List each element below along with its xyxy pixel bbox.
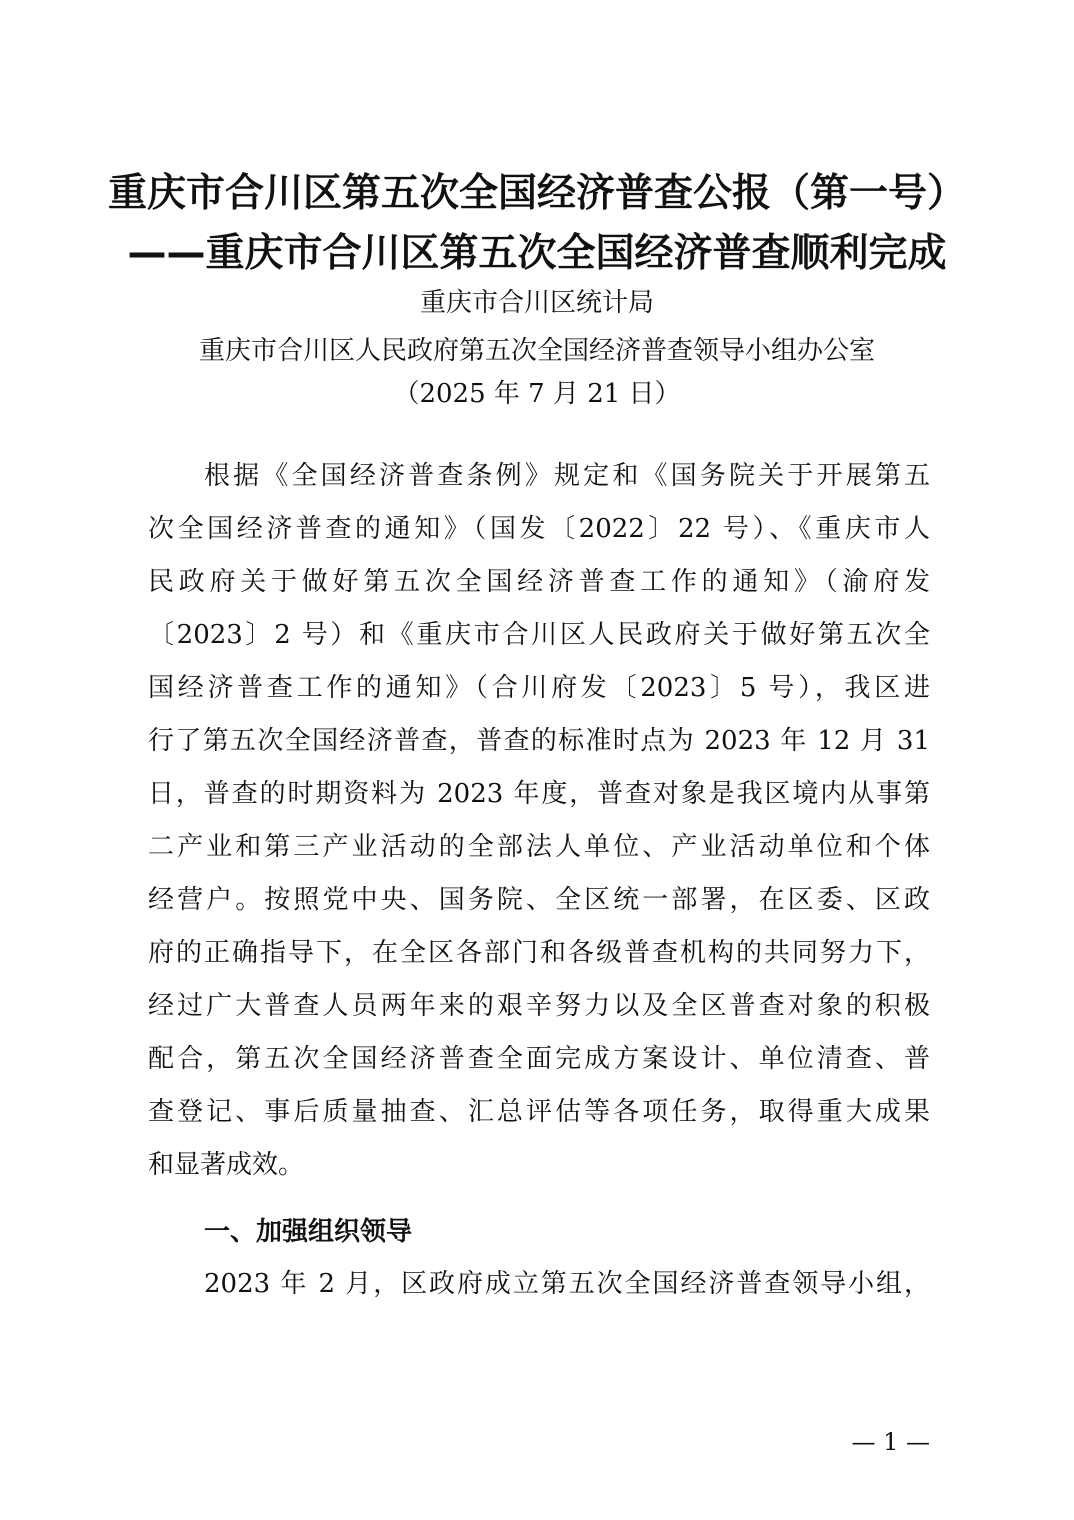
paragraph-line: 经过广大普查人员两年来的艰辛努力以及全区普查对象的积极 [148, 991, 930, 1021]
paragraph-line: 根据《全国经济普查条例》规定和《国务院关于开展第五 [204, 461, 930, 491]
paragraph-line: 经营户。按照党中央、国务院、全区统一部署，在区委、区政 [148, 885, 930, 915]
section-heading-organization: 一、加强组织领导 [204, 1217, 413, 1247]
paragraph-line: 府的正确指导下，在全区各部门和各级普查机构的共同努力下， [148, 938, 930, 968]
paragraph-line: 二产业和第三产业活动的全部法人单位、产业活动单位和个体 [148, 832, 930, 862]
page-number: — 1 — [851, 1428, 930, 1456]
paragraph-line: 行了第五次全国经济普查，普查的标准时点为 2023 年 12 月 31 [148, 726, 930, 756]
paragraph-line: 和显著成效。 [148, 1150, 305, 1180]
document-subtitle: ——重庆市合川区第五次全国经济普查顺利完成 [127, 231, 947, 276]
paragraph-line: 日，普查的时期资料为 2023 年度，普查对象是我区境内从事第 [148, 779, 930, 809]
document-title: 重庆市合川区第五次全国经济普查公报（第一号） [107, 171, 966, 216]
paragraph-2-first-line: 2023 年 2 月，区政府成立第五次全国经济普查领导小组， [204, 1269, 930, 1299]
paragraph-line: 国经济普查工作的通知》（合川府发〔2023〕5 号），我区进 [148, 673, 930, 703]
paragraph-line: 配合，第五次全国经济普查全面完成方案设计、单位清查、普 [148, 1044, 930, 1074]
issuer-statistics-bureau: 重庆市合川区统计局 [419, 288, 654, 318]
paragraph-line: 查登记、事后质量抽查、汇总评估等各项任务，取得重大成果 [148, 1097, 930, 1127]
paragraph-line: 〔2023〕2 号）和《重庆市合川区人民政府关于做好第五次全 [148, 620, 930, 650]
publication-date: （2025 年 7 月 21 日） [393, 379, 681, 409]
issuer-census-office: 重庆市合川区人民政府第五次全国经济普查领导小组办公室 [198, 336, 875, 366]
paragraph-line: 民政府关于做好第五次全国经济普查工作的通知》（渝府发 [148, 567, 930, 597]
paragraph-line: 次全国经济普查的通知》（国发〔2022〕22 号）、《重庆市人 [148, 514, 930, 544]
